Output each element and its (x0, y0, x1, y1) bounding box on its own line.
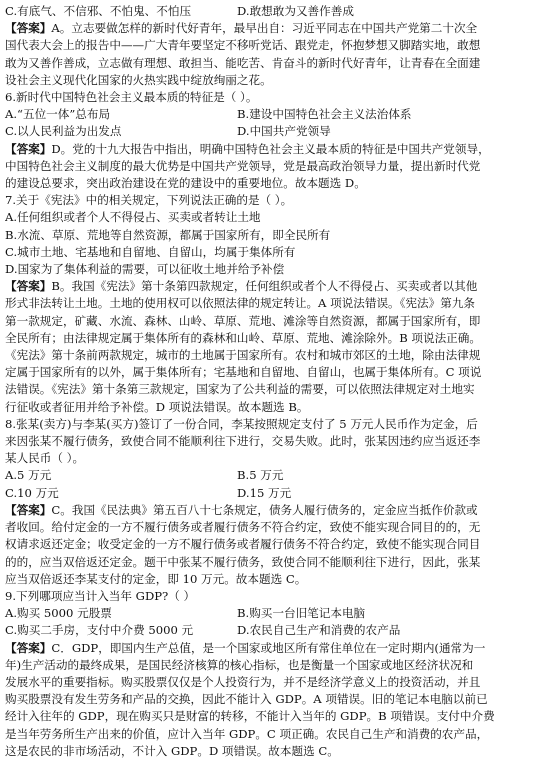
q7-option-b: B.水流、草原、荒地等自然资源，都属于国家所有，即全民所有 (5, 227, 331, 242)
question-stem: 7.关于《宪法》中的相关规定，下列说法正确的是（ ）。 (5, 193, 293, 208)
answer-text: 购买股票没有发生劳务和产品的交换，因此不能计入 GDP。A 项错误。旧的笔记本电脑以前已 (5, 692, 488, 707)
question-6 (5, 89, 548, 192)
question-stem: 某人民币（ ）。 (5, 451, 85, 466)
answer-text: 形式非法转让土地。土地的使用权可以依照法律的规定转让。A 项说法错误。《宪法》第九条 (5, 296, 476, 311)
answer-text: A。立志要做怎样的新时代好青年，最早出自：习近平同志在中国共产党第二十次全 (51, 21, 478, 36)
answer-text: C．GDP，即国内生产总值，是一个国家或地区所有常住单位在一定时期内(通常为一 (51, 640, 486, 655)
q6-option-d: D.中国共产党领导 (237, 124, 331, 139)
answer-text: B。我国《宪法》第十条第四款规定，任何组织或者个人不得侵占、买卖或者以其他 (51, 279, 478, 294)
answer-text: 全民所有；由法律规定属于集体所有的森林和山岭、草原、荒地、滩涂除外。B 项说法正确。 (5, 330, 481, 345)
question-7 (5, 192, 548, 416)
q9-option-a: A.购买 5000 元股票 (5, 606, 112, 621)
answer-text: 国代表大会上的报告中——广大青年要坚定不移听党话、跟党走，怀抱梦想又脚踏实地，敢想 (5, 38, 481, 53)
q8-option-d: D.15 万元 (237, 485, 292, 500)
question-9 (5, 588, 548, 760)
answer-text: D。党的十九大报告中指出，明确中国特色社会主义最本质的特征是中国共产党领导， (51, 141, 490, 156)
q7-option-a: A.任何组织或者个人不得侵占、买卖或者转让土地 (5, 210, 261, 225)
answer-text: 经计入往年的 GDP，现在购买只是财富的转移，不能计入当年的 GDP。B 项错误。支付中介费 (5, 709, 495, 724)
q9-option-b: B.购买一台旧笔记本电脑 (237, 606, 366, 621)
answer-text: 《宪法》第十条前两款规定，城市的土地属于国家所有。农村和城市郊区的土地，除由法律规 (5, 348, 481, 363)
answer-text: 的建设总要求，突出政治建设在党的建设中的重要地位。故本题选 D。 (5, 176, 366, 191)
answer-text: 权请求返还定金；收受定金的一方不履行债务或者履行债务不符合约定，致使不能实现合同目 (5, 537, 481, 552)
question-8 (5, 416, 548, 588)
answer-text: 这是农民的非市场活动，不计入 GDP。D 项错误。故本题选 C。 (5, 743, 339, 758)
q6-option-c: C.以人民利益为出发点 (5, 124, 122, 139)
answer-text: 发展水平的重要指标。购买股票仅仅是个人投资行为，并不是经济学意义上的投资活动，并且 (5, 674, 481, 689)
answer-text: 行征收或者征用并给予补偿。D 项说法错误。故本题选 B。 (5, 399, 309, 414)
answer-text: 设社会主义现代化国家的火热实践中绽放绚丽之花。 (5, 72, 272, 87)
answer-text: 的的，应当双倍返还定金。题干中张某不履行债务，致使合同不能顺利往下进行，因此，张某 (5, 554, 481, 569)
answer-tag: 【答案】 (5, 141, 52, 156)
question-stem: 6.新时代中国特色社会主义最本质的特征是（ ）。 (5, 90, 258, 105)
q5-option-d: D.敢想敢为又善作善成 (237, 4, 354, 18)
answer-text: 法错误。《宪法》第十条第三款规定，国家为了公共利益的需要，可以依照法律规定对土地实 (5, 382, 475, 397)
q8-option-a: A.5 万元 (5, 468, 52, 483)
answer-text: 者收回。给付定金的一方不履行债务或者履行债务不符合约定，致使不能实现合同目的的，无 (5, 520, 481, 535)
answer-text: 敢为又善作善成，立志做有理想、敢担当、能吃苦、肯奋斗的新时代好青年，让青春在全面建 (5, 55, 481, 70)
question-stem: 9.下列哪项应当计入当年 GDP?（ ） (5, 588, 196, 603)
q5-options-cd (5, 3, 548, 20)
q9-option-c: C.购买二手房，支付中介费 5000 元 (5, 623, 194, 638)
answer-text: 定属于国家所有的以外，属于集体所有；宅基地和自留地、自留山，也属于集体所有。C 项说 (5, 365, 482, 380)
question-stem: 来因张某不履行债务，致使合同不能顺利往下进行，交易失败。此时，张某因违约应当返还李 (5, 434, 481, 449)
answer-text: 第一款规定，矿藏、水流、森林、山岭、草原、荒地、滩涂等自然资源，都属于国家所有，即 (5, 313, 481, 328)
q6-option-b: B.建设中国特色社会主义法治体系 (237, 107, 412, 122)
answer-tag: 【答案】 (5, 21, 52, 36)
answer-text: 年)生产活动的最终成果，是国民经济核算的核心指标，也是衡量一个国家或地区经济状况和 (5, 657, 474, 672)
answer-text: 应当双倍返还李某支付的定金，即 10 万元。故本题选 C。 (5, 571, 307, 586)
q5-answer (5, 20, 548, 89)
q9-option-d: D.农民自己生产和消费的农产品 (237, 623, 401, 638)
answer-text: 是当年劳务所生产出来的价值，应计入当年 GDP。C 项正确。农民自己生产和消费的农产品， (5, 726, 489, 741)
question-stem: 8.张某(卖方)与李某(买方)签订了一份合同，李某按照规定支付了 5 万元人民币作为定金，后 (5, 416, 478, 431)
answer-text: 中国特色社会主义制度的最大优势是中国共产党领导，党是最高政治领导力量，提出新时代党 (5, 158, 481, 173)
q8-option-c: C.10 万元 (5, 485, 59, 500)
q6-option-a: A.“五位一体”总布局 (5, 107, 111, 122)
q8-option-b: B.5 万元 (237, 468, 284, 483)
q7-option-d: D.国家为了集体利益的需要，可以征收土地并给予补偿 (5, 262, 285, 277)
answer-tag: 【答案】 (5, 640, 52, 655)
answer-text: C。我国《民法典》第五百八十七条规定，债务人履行债务的，定金应当抵作价款或 (51, 502, 478, 517)
q7-option-c: C.城市土地、宅基地和自留地、自留山，均属于集体所有 (5, 244, 296, 259)
q5-option-c: C.有底气、不信邪、不怕鬼、不怕压 (5, 4, 192, 18)
answer-tag: 【答案】 (5, 279, 52, 294)
answer-tag: 【答案】 (5, 502, 52, 517)
